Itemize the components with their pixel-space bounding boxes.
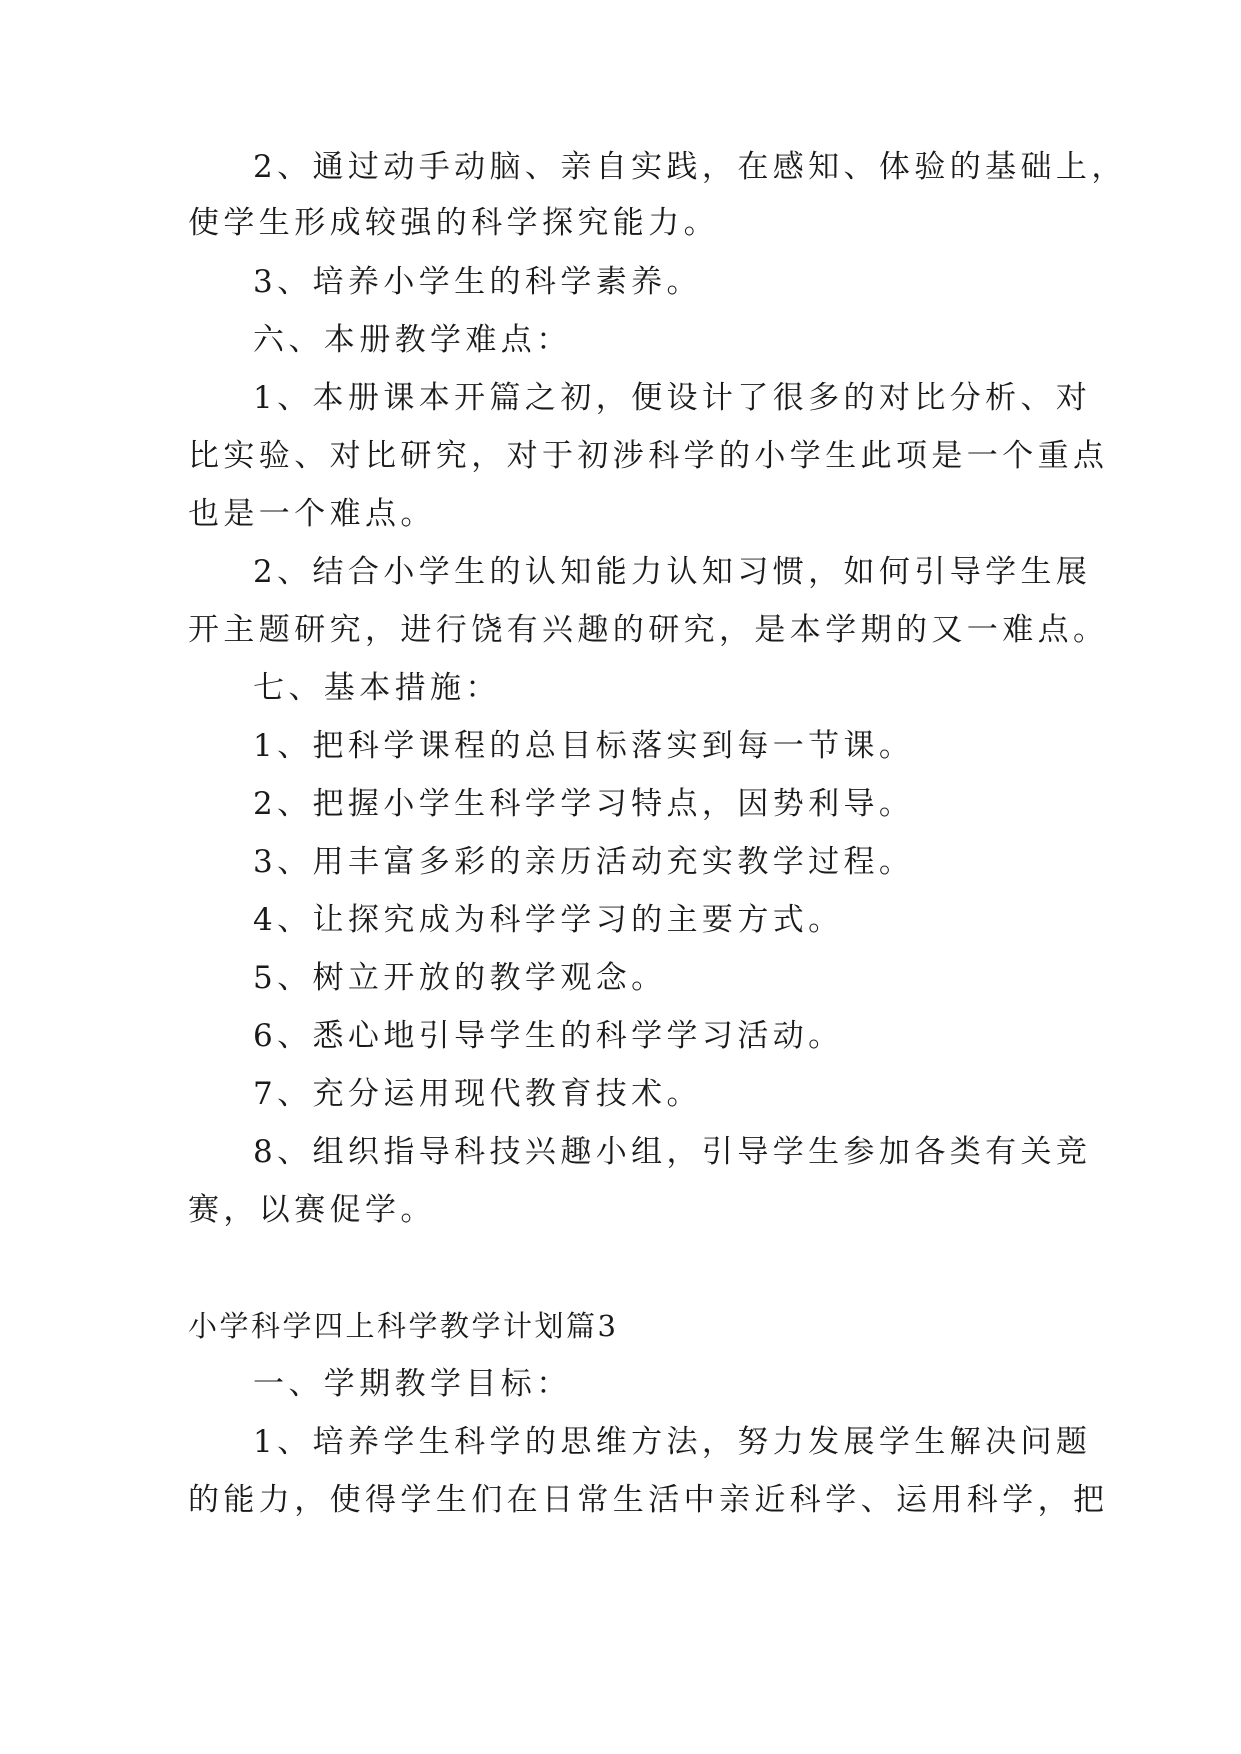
paragraph-line: 也是一个难点。 bbox=[188, 496, 436, 532]
section-heading: 一、学期教学目标： bbox=[253, 1366, 572, 1402]
paragraph-line: 3、培养小学生的科学素养。 bbox=[253, 264, 702, 300]
paragraph-line: 赛，以赛促学。 bbox=[188, 1192, 436, 1228]
list-item: 4、让探究成为科学学习的主要方式。 bbox=[253, 902, 844, 938]
paragraph-line: 2、通过动手动脑、亲自实践，在感知、体验的基础上， bbox=[253, 149, 1127, 185]
article-title: 小学科学四上科学教学计划篇3 bbox=[188, 1309, 619, 1343]
list-item: 8、组织指导科技兴趣小组，引导学生参加各类有关竞 bbox=[253, 1134, 1092, 1170]
list-item: 3、用丰富多彩的亲历活动充实教学过程。 bbox=[253, 844, 915, 880]
section-heading: 六、本册教学难点： bbox=[253, 322, 572, 358]
paragraph-line: 比实验、对比研究，对于初涉科学的小学生此项是一个重点 bbox=[188, 438, 1109, 474]
paragraph-line: 使学生形成较强的科学探究能力。 bbox=[188, 205, 719, 241]
paragraph-line: 1、培养学生科学的思维方法，努力发展学生解决问题 bbox=[253, 1424, 1092, 1460]
paragraph-line: 2、结合小学生的认知能力认知习惯，如何引导学生展 bbox=[253, 554, 1092, 590]
list-item: 1、把科学课程的总目标落实到每一节课。 bbox=[253, 728, 915, 764]
paragraph-line: 1、本册课本开篇之初，便设计了很多的对比分析、对 bbox=[253, 380, 1092, 416]
paragraph-line: 的能力，使得学生们在日常生活中亲近科学、运用科学，把 bbox=[188, 1482, 1109, 1518]
list-item: 2、把握小学生科学学习特点，因势利导。 bbox=[253, 786, 915, 822]
paragraph-line: 开主题研究，进行饶有兴趣的研究，是本学期的又一难点。 bbox=[188, 612, 1109, 648]
section-heading: 七、基本措施： bbox=[253, 670, 501, 706]
list-item: 7、充分运用现代教育技术。 bbox=[253, 1076, 702, 1112]
list-item: 5、树立开放的教学观念。 bbox=[253, 960, 667, 996]
list-item: 6、悉心地引导学生的科学学习活动。 bbox=[253, 1018, 844, 1054]
